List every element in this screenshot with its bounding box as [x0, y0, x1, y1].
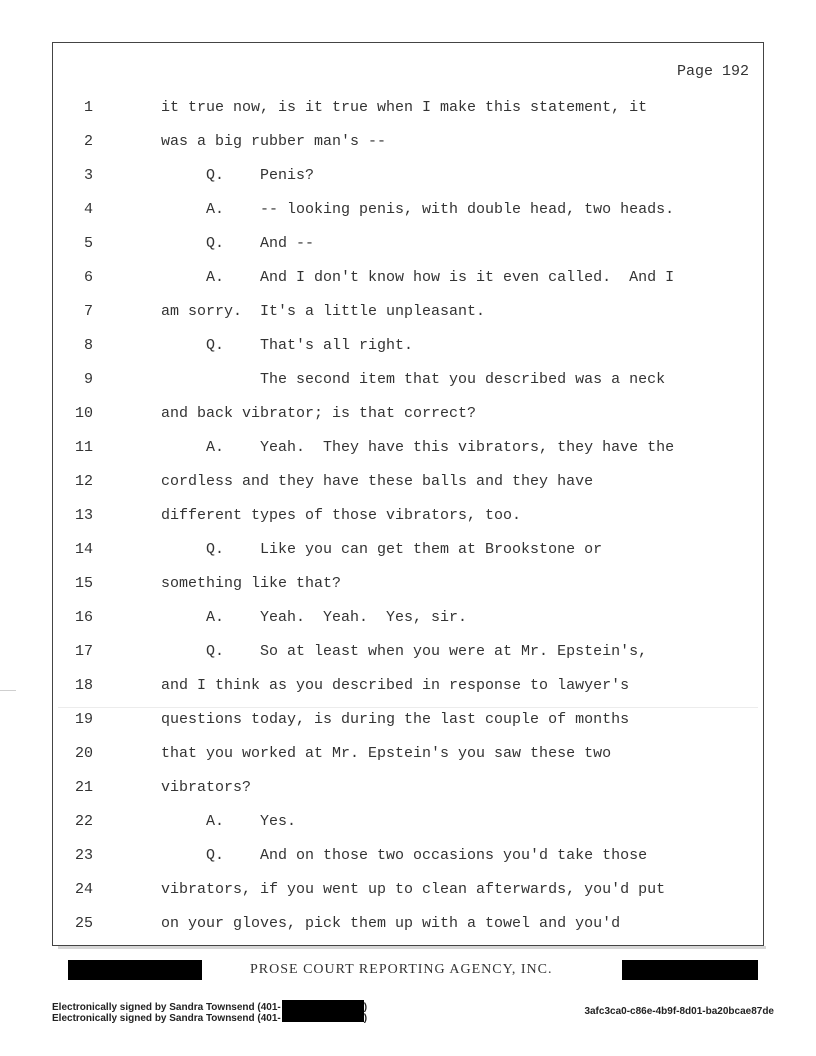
line-text: on your gloves, pick them up with a towel and you'd: [161, 915, 621, 932]
line-number: 16: [74, 609, 93, 626]
transcript-line: [53, 881, 765, 911]
transcript-line: [53, 745, 765, 775]
line-text: and back vibrator; is that correct?: [161, 405, 477, 422]
line-number: 15: [74, 575, 93, 592]
line-number: 12: [74, 473, 93, 490]
transcript-line: [53, 371, 765, 401]
transcript-line: [53, 201, 765, 231]
page-edge-mark: [0, 690, 16, 691]
line-text: and I think as you described in response to lawyer's: [161, 677, 630, 694]
page-number: Page 192: [676, 63, 749, 80]
line-number: 18: [74, 677, 93, 694]
line-number: 2: [83, 133, 93, 150]
signature-2-redaction: [282, 1011, 364, 1022]
signature-1-text: Electronically signed by Sandra Townsend (401-: [52, 1002, 281, 1013]
transcript-line: [53, 609, 765, 639]
line-text: vibrators?: [161, 779, 252, 796]
line-text: different types of those vibrators, too.: [161, 507, 522, 524]
transcript-line: [53, 167, 765, 197]
line-number: 11: [74, 439, 93, 456]
transcript-line: [53, 133, 765, 163]
scan-line: [58, 707, 758, 708]
line-number: 20: [74, 745, 93, 762]
transcript-page-frame: [52, 42, 764, 946]
transcript-line: [53, 405, 765, 435]
line-text: was a big rubber man's --: [161, 133, 387, 150]
line-number: 17: [74, 643, 93, 660]
line-text: Q. So at least when you were at Mr. Epstein's,: [161, 643, 648, 660]
signature-line-2: [52, 1011, 367, 1024]
line-number: 22: [74, 813, 93, 830]
line-text: questions today, is during the last couple of months: [161, 711, 630, 728]
line-text: am sorry. It's a little unpleasant.: [161, 303, 486, 320]
line-number: 4: [83, 201, 93, 218]
redaction-bar-right: [622, 960, 758, 980]
transcript-line: [53, 643, 765, 673]
transcript-line: [53, 677, 765, 707]
line-text: A. And I don't know how is it even called. And I: [161, 269, 675, 286]
transcript-line: [53, 847, 765, 877]
line-text: Q. Like you can get them at Brookstone or: [161, 541, 603, 558]
line-number: 21: [74, 779, 93, 796]
transcript-line: [53, 99, 765, 129]
line-number: 10: [74, 405, 93, 422]
signature-1-end: ): [363, 1002, 368, 1013]
transcript-line: [53, 303, 765, 333]
transcript-line: [53, 235, 765, 265]
line-text: it true now, is it true when I make this statement, it: [161, 99, 648, 116]
transcript-line: [53, 507, 765, 537]
transcript-line: [53, 779, 765, 809]
document-hash: 3afc3ca0-c86e-4b9f-8d01-ba20bcae87de: [584, 1006, 774, 1017]
transcript-line: [53, 813, 765, 843]
line-number: 6: [83, 269, 93, 286]
line-text: The second item that you described was a neck: [161, 371, 666, 388]
transcript-line: [53, 337, 765, 367]
line-number: 25: [74, 915, 93, 932]
line-number: 24: [74, 881, 93, 898]
line-text: that you worked at Mr. Epstein's you saw these two: [161, 745, 612, 762]
line-text: Q. And on those two occasions you'd take those: [161, 847, 648, 864]
line-number: 19: [74, 711, 93, 728]
line-text: Q. Penis?: [161, 167, 315, 184]
line-text: Q. That's all right.: [161, 337, 414, 354]
line-number: 5: [83, 235, 93, 252]
line-text: A. Yes.: [161, 813, 297, 830]
line-text: A. Yeah. Yeah. Yes, sir.: [161, 609, 468, 626]
line-number: 1: [83, 99, 93, 116]
transcript-line: [53, 541, 765, 571]
signature-2-end: ): [363, 1013, 368, 1024]
line-text: A. -- looking penis, with double head, two heads.: [161, 201, 675, 218]
line-number: 3: [83, 167, 93, 184]
line-text: A. Yeah. They have this vibrators, they have the: [161, 439, 675, 456]
line-text: something like that?: [161, 575, 342, 592]
transcript-line: [53, 575, 765, 605]
transcript-line: [53, 269, 765, 299]
line-number: 7: [83, 303, 93, 320]
redaction-bar-left: [68, 960, 202, 980]
transcript-line: [53, 473, 765, 503]
line-number: 14: [74, 541, 93, 558]
line-number: 13: [74, 507, 93, 524]
transcript-line: [53, 915, 765, 945]
line-text: cordless and they have these balls and they have: [161, 473, 594, 490]
line-number: 23: [74, 847, 93, 864]
line-text: Q. And --: [161, 235, 315, 252]
transcript-line: [53, 711, 765, 741]
frame-shadow: [58, 946, 766, 949]
line-number: 8: [83, 337, 93, 354]
signature-2-text: Electronically signed by Sandra Townsend (401-: [52, 1013, 281, 1024]
line-number: 9: [83, 371, 93, 388]
footer: [0, 960, 816, 982]
signature-1-redaction: [282, 1000, 364, 1011]
line-text: vibrators, if you went up to clean afterwards, you'd put: [161, 881, 666, 898]
transcript-line: [53, 439, 765, 469]
agency-name: PROSE COURT REPORTING AGENCY, INC.: [250, 962, 553, 977]
